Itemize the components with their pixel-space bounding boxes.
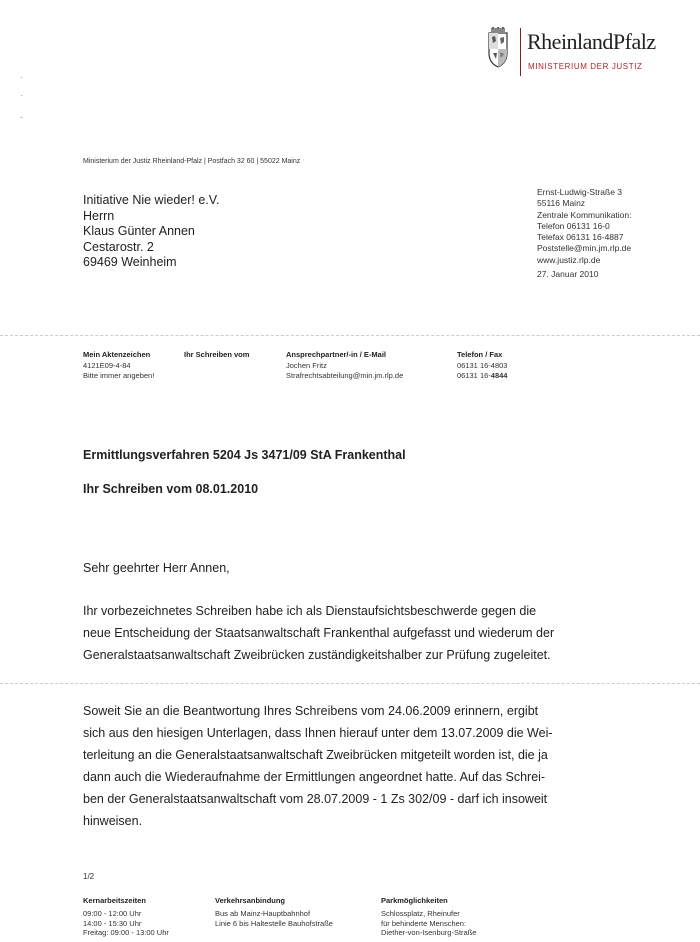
contact-line: Zentrale Kommunikation: bbox=[537, 209, 632, 220]
logo-ministry: MINISTERIUM DER JUSTIZ bbox=[528, 62, 643, 71]
letter-date: 27. Januar 2010 bbox=[537, 269, 599, 279]
footer-line: Freitag: 09:00 - 13:00 Uhr bbox=[83, 928, 169, 937]
footer-line: Schlossplatz, Rheinufer bbox=[381, 909, 460, 918]
paragraph-line: Ihr vorbezeichnetes Schreiben habe ich als Dienstaufsichtsbeschwerde gegen die bbox=[83, 604, 537, 618]
footer-line: Bus ab Mainz-Hauptbahnhof bbox=[215, 909, 311, 918]
fold-line bbox=[0, 335, 700, 337]
salutation bbox=[83, 557, 643, 579]
sender-line: Ministerium der Justiz Rheinland-Pfalz | Postfach 32 60 | 55022 Mainz bbox=[83, 158, 301, 165]
contact-person-label: Ansprechpartner/-in / E-Mail bbox=[286, 350, 387, 359]
footer-line: Diether-von-Isenburg-Straße bbox=[381, 928, 477, 937]
subject-line-2: Ihr Schreiben vom 08.01.2010 bbox=[83, 482, 259, 496]
paragraph-line: hinweisen. bbox=[83, 814, 143, 828]
recipient-line: Herrn bbox=[83, 208, 115, 223]
footer-line: 14:00 - 15:30 Uhr bbox=[83, 918, 142, 928]
recipient-line: Initiative Nie wieder! e.V. bbox=[83, 193, 220, 207]
aktenzeichen-note: Bitte immer angeben! bbox=[83, 371, 155, 380]
aktenzeichen-block bbox=[83, 361, 154, 381]
aktenzeichen-label: Mein Aktenzeichen bbox=[83, 350, 151, 359]
coat-of-arms-icon bbox=[483, 27, 513, 69]
paragraph-line: Soweit Sie an die Beantwortung Ihres Schreibens vom 24.06.2009 erinnern, ergibt bbox=[83, 704, 539, 718]
footer-parking bbox=[381, 909, 476, 938]
paragraph-line: dann auch die Wiederaufnahme der Ermittlungen angeordnet hatte. Auf das Schrei- bbox=[83, 770, 546, 784]
footer-hours bbox=[83, 909, 169, 938]
fold-mark: · bbox=[20, 90, 23, 100]
fax-prefix: 06131 16- bbox=[457, 371, 491, 380]
contact-website: www.justiz.rlp.de bbox=[537, 254, 601, 265]
fax-suffix: 4844 bbox=[490, 371, 508, 380]
contact-person-email: Strafrechtsabteilung@min.jm.rlp.de bbox=[286, 371, 404, 380]
phone-label: Telefon / Fax bbox=[457, 350, 503, 359]
contact-line: Telefon 06131 16-0 bbox=[537, 220, 610, 231]
fold-mark: - bbox=[20, 112, 23, 122]
footer-parking-label: Parkmöglichkeiten bbox=[381, 896, 448, 905]
footer-line: 09:00 - 12:00 Uhr bbox=[83, 909, 142, 918]
recipient-line: Klaus Günter Annen bbox=[83, 224, 195, 238]
ministry-contact bbox=[537, 187, 632, 266]
contact-person-block bbox=[286, 361, 403, 381]
contact-email: Poststelle@min.jm.rlp.de bbox=[537, 243, 632, 254]
salutation-text: Sehr geehrter Herr Annen, bbox=[83, 561, 230, 575]
recipient-address bbox=[83, 193, 219, 271]
logo-state-name: RheinlandPfalz bbox=[527, 29, 656, 54]
fold-line bbox=[0, 683, 700, 685]
phone-block bbox=[457, 361, 507, 381]
paragraph-line: terleitung an die Generalstaatsanwaltschaft Zweibrücken mitgeteilt worden ist, die ja bbox=[83, 748, 548, 762]
footer-transport-label: Verkehrsanbindung bbox=[215, 896, 286, 905]
paragraph-2 bbox=[83, 700, 643, 832]
contact-line: Ernst-Ludwig-Straße 3 bbox=[537, 187, 623, 197]
schreiben-label: Ihr Schreiben vom bbox=[184, 350, 250, 359]
subject-line: Ermittlungsverfahren 5204 Js 3471/09 StA Frankenthal bbox=[83, 448, 406, 462]
aktenzeichen-value: 4121E09-4-84 bbox=[83, 361, 131, 370]
paragraph-line: ben der Generalstaatsanwaltschaft vom 28.07.2009 - 1 Zs 302/09 - darf ich insoweit bbox=[83, 792, 548, 806]
page-number: 1/2 bbox=[83, 872, 95, 881]
footer-transport bbox=[215, 909, 333, 928]
paragraph-1 bbox=[83, 600, 643, 666]
footer-hours-label: Kernarbeitszeiten bbox=[83, 896, 146, 905]
contact-line: 55116 Mainz bbox=[537, 198, 586, 209]
contact-line: Telefax 06131 16-4887 bbox=[537, 232, 624, 243]
paragraph-line: neue Entscheidung der Staatsanwaltschaft Frankenthal aufgefasst und wiederum der bbox=[83, 626, 555, 640]
fold-mark: · bbox=[20, 72, 23, 82]
logo-divider bbox=[520, 28, 521, 76]
footer-line: für behinderte Menschen: bbox=[381, 918, 467, 928]
recipient-line: Cestarostr. 2 bbox=[83, 239, 154, 254]
paragraph-line: sich aus den hiesigen Unterlagen, dass Ihnen hierauf unter dem 13.07.2009 die Wei- bbox=[83, 726, 553, 740]
phone-value: 06131 16-4803 bbox=[457, 361, 508, 370]
contact-person-name: Jochen Fritz bbox=[286, 361, 327, 370]
fax-value bbox=[457, 371, 507, 381]
paragraph-line: Generalstaatsanwaltschaft Zweibrücken zuständigkeitshalber zur Prüfung zugeleitet. bbox=[83, 648, 551, 662]
recipient-line: 69469 Weinheim bbox=[83, 255, 177, 269]
footer-line: Linie 6 bis Haltestelle Bauhofstraße bbox=[215, 918, 333, 928]
